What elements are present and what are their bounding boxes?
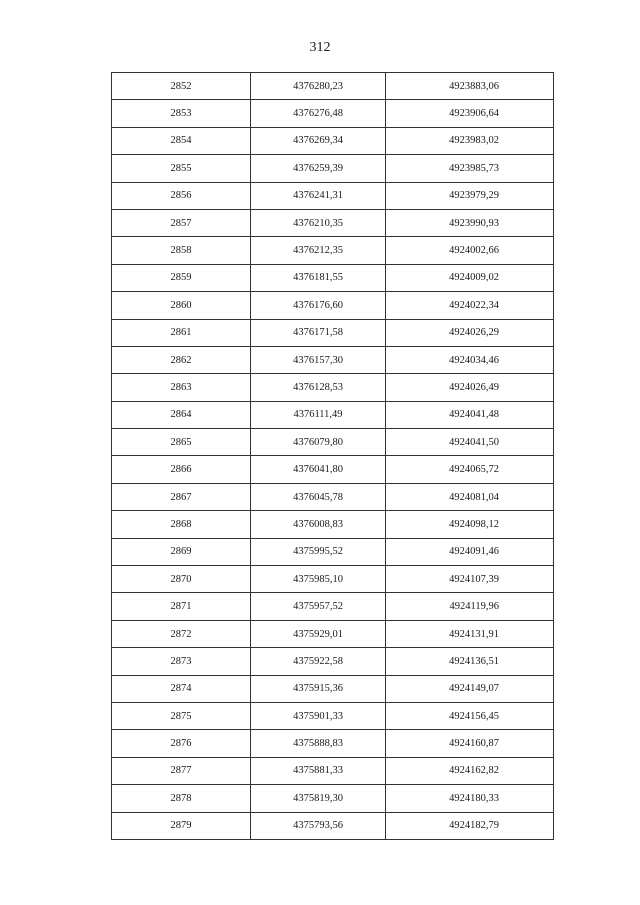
table-row [112, 620, 554, 647]
table-row [112, 209, 554, 236]
y-coordinate-cell: 4924034,46 [386, 346, 554, 373]
point-number-cell: 2876 [112, 730, 251, 757]
point-number-cell: 2878 [112, 785, 251, 812]
y-coordinate-cell: 4924022,34 [386, 292, 554, 319]
table-row [112, 456, 554, 483]
x-coordinate-cell: 4376241,31 [251, 182, 386, 209]
point-number-cell: 2855 [112, 155, 251, 182]
point-number-cell: 2874 [112, 675, 251, 702]
coordinates-table-body [112, 73, 554, 840]
point-number-cell: 2856 [112, 182, 251, 209]
x-coordinate-cell: 4375929,01 [251, 620, 386, 647]
x-coordinate-cell: 4375793,56 [251, 812, 386, 839]
y-coordinate-cell: 4923883,06 [386, 73, 554, 100]
point-number-cell: 2866 [112, 456, 251, 483]
y-coordinate-cell: 4924002,66 [386, 237, 554, 264]
point-number-cell: 2852 [112, 73, 251, 100]
point-number-cell: 2865 [112, 429, 251, 456]
x-coordinate-cell: 4376276,48 [251, 100, 386, 127]
x-coordinate-cell: 4376259,39 [251, 155, 386, 182]
x-coordinate-cell: 4376008,83 [251, 511, 386, 538]
table-row [112, 785, 554, 812]
y-coordinate-cell: 4924160,87 [386, 730, 554, 757]
x-coordinate-cell: 4375881,33 [251, 757, 386, 784]
point-number-cell: 2854 [112, 127, 251, 154]
y-coordinate-cell: 4924098,12 [386, 511, 554, 538]
y-coordinate-cell: 4924041,48 [386, 401, 554, 428]
x-coordinate-cell: 4375922,58 [251, 648, 386, 675]
table-row [112, 100, 554, 127]
y-coordinate-cell: 4924081,04 [386, 483, 554, 510]
table-row [112, 429, 554, 456]
point-number-cell: 2858 [112, 237, 251, 264]
x-coordinate-cell: 4376079,80 [251, 429, 386, 456]
y-coordinate-cell: 4924182,79 [386, 812, 554, 839]
table-row [112, 593, 554, 620]
y-coordinate-cell: 4924026,29 [386, 319, 554, 346]
table-row [112, 483, 554, 510]
table-row [112, 155, 554, 182]
table-row [112, 374, 554, 401]
y-coordinate-cell: 4924009,02 [386, 264, 554, 291]
point-number-cell: 2859 [112, 264, 251, 291]
y-coordinate-cell: 4924136,51 [386, 648, 554, 675]
y-coordinate-cell: 4924156,45 [386, 702, 554, 729]
table-row [112, 511, 554, 538]
table-row [112, 538, 554, 565]
table-row [112, 702, 554, 729]
y-coordinate-cell: 4924091,46 [386, 538, 554, 565]
point-number-cell: 2875 [112, 702, 251, 729]
y-coordinate-cell: 4923906,64 [386, 100, 554, 127]
table-row [112, 566, 554, 593]
y-coordinate-cell: 4924026,49 [386, 374, 554, 401]
y-coordinate-cell: 4924041,50 [386, 429, 554, 456]
x-coordinate-cell: 4375888,83 [251, 730, 386, 757]
x-coordinate-cell: 4376171,58 [251, 319, 386, 346]
coordinates-table [111, 72, 554, 840]
table-row [112, 401, 554, 428]
x-coordinate-cell: 4375819,30 [251, 785, 386, 812]
point-number-cell: 2862 [112, 346, 251, 373]
table-row [112, 319, 554, 346]
x-coordinate-cell: 4376041,80 [251, 456, 386, 483]
y-coordinate-cell: 4924119,96 [386, 593, 554, 620]
x-coordinate-cell: 4376210,35 [251, 209, 386, 236]
point-number-cell: 2857 [112, 209, 251, 236]
x-coordinate-cell: 4375995,52 [251, 538, 386, 565]
y-coordinate-cell: 4924107,39 [386, 566, 554, 593]
point-number-cell: 2869 [112, 538, 251, 565]
y-coordinate-cell: 4924065,72 [386, 456, 554, 483]
y-coordinate-cell: 4924131,91 [386, 620, 554, 647]
y-coordinate-cell: 4923985,73 [386, 155, 554, 182]
table-row [112, 237, 554, 264]
point-number-cell: 2867 [112, 483, 251, 510]
point-number-cell: 2868 [112, 511, 251, 538]
table-row [112, 812, 554, 839]
x-coordinate-cell: 4375901,33 [251, 702, 386, 729]
x-coordinate-cell: 4375985,10 [251, 566, 386, 593]
y-coordinate-cell: 4924162,82 [386, 757, 554, 784]
point-number-cell: 2872 [112, 620, 251, 647]
point-number-cell: 2863 [112, 374, 251, 401]
table-row [112, 73, 554, 100]
page-number: 312 [309, 40, 331, 55]
x-coordinate-cell: 4376181,55 [251, 264, 386, 291]
y-coordinate-cell: 4924180,33 [386, 785, 554, 812]
x-coordinate-cell: 4376269,34 [251, 127, 386, 154]
point-number-cell: 2877 [112, 757, 251, 784]
point-number-cell: 2879 [112, 812, 251, 839]
x-coordinate-cell: 4376212,35 [251, 237, 386, 264]
x-coordinate-cell: 4376176,60 [251, 292, 386, 319]
point-number-cell: 2853 [112, 100, 251, 127]
point-number-cell: 2871 [112, 593, 251, 620]
point-number-cell: 2873 [112, 648, 251, 675]
y-coordinate-cell: 4923983,02 [386, 127, 554, 154]
table-row [112, 757, 554, 784]
table-row [112, 346, 554, 373]
point-number-cell: 2861 [112, 319, 251, 346]
x-coordinate-cell: 4376045,78 [251, 483, 386, 510]
table-row [112, 127, 554, 154]
table-row [112, 182, 554, 209]
x-coordinate-cell: 4376128,53 [251, 374, 386, 401]
point-number-cell: 2864 [112, 401, 251, 428]
y-coordinate-cell: 4924149,07 [386, 675, 554, 702]
point-number-cell: 2860 [112, 292, 251, 319]
y-coordinate-cell: 4923990,93 [386, 209, 554, 236]
x-coordinate-cell: 4376280,23 [251, 73, 386, 100]
x-coordinate-cell: 4376111,49 [251, 401, 386, 428]
x-coordinate-cell: 4376157,30 [251, 346, 386, 373]
table-row [112, 292, 554, 319]
table-row [112, 675, 554, 702]
point-number-cell: 2870 [112, 566, 251, 593]
y-coordinate-cell: 4923979,29 [386, 182, 554, 209]
x-coordinate-cell: 4375957,52 [251, 593, 386, 620]
x-coordinate-cell: 4375915,36 [251, 675, 386, 702]
table-row [112, 730, 554, 757]
table-row [112, 264, 554, 291]
table-row [112, 648, 554, 675]
